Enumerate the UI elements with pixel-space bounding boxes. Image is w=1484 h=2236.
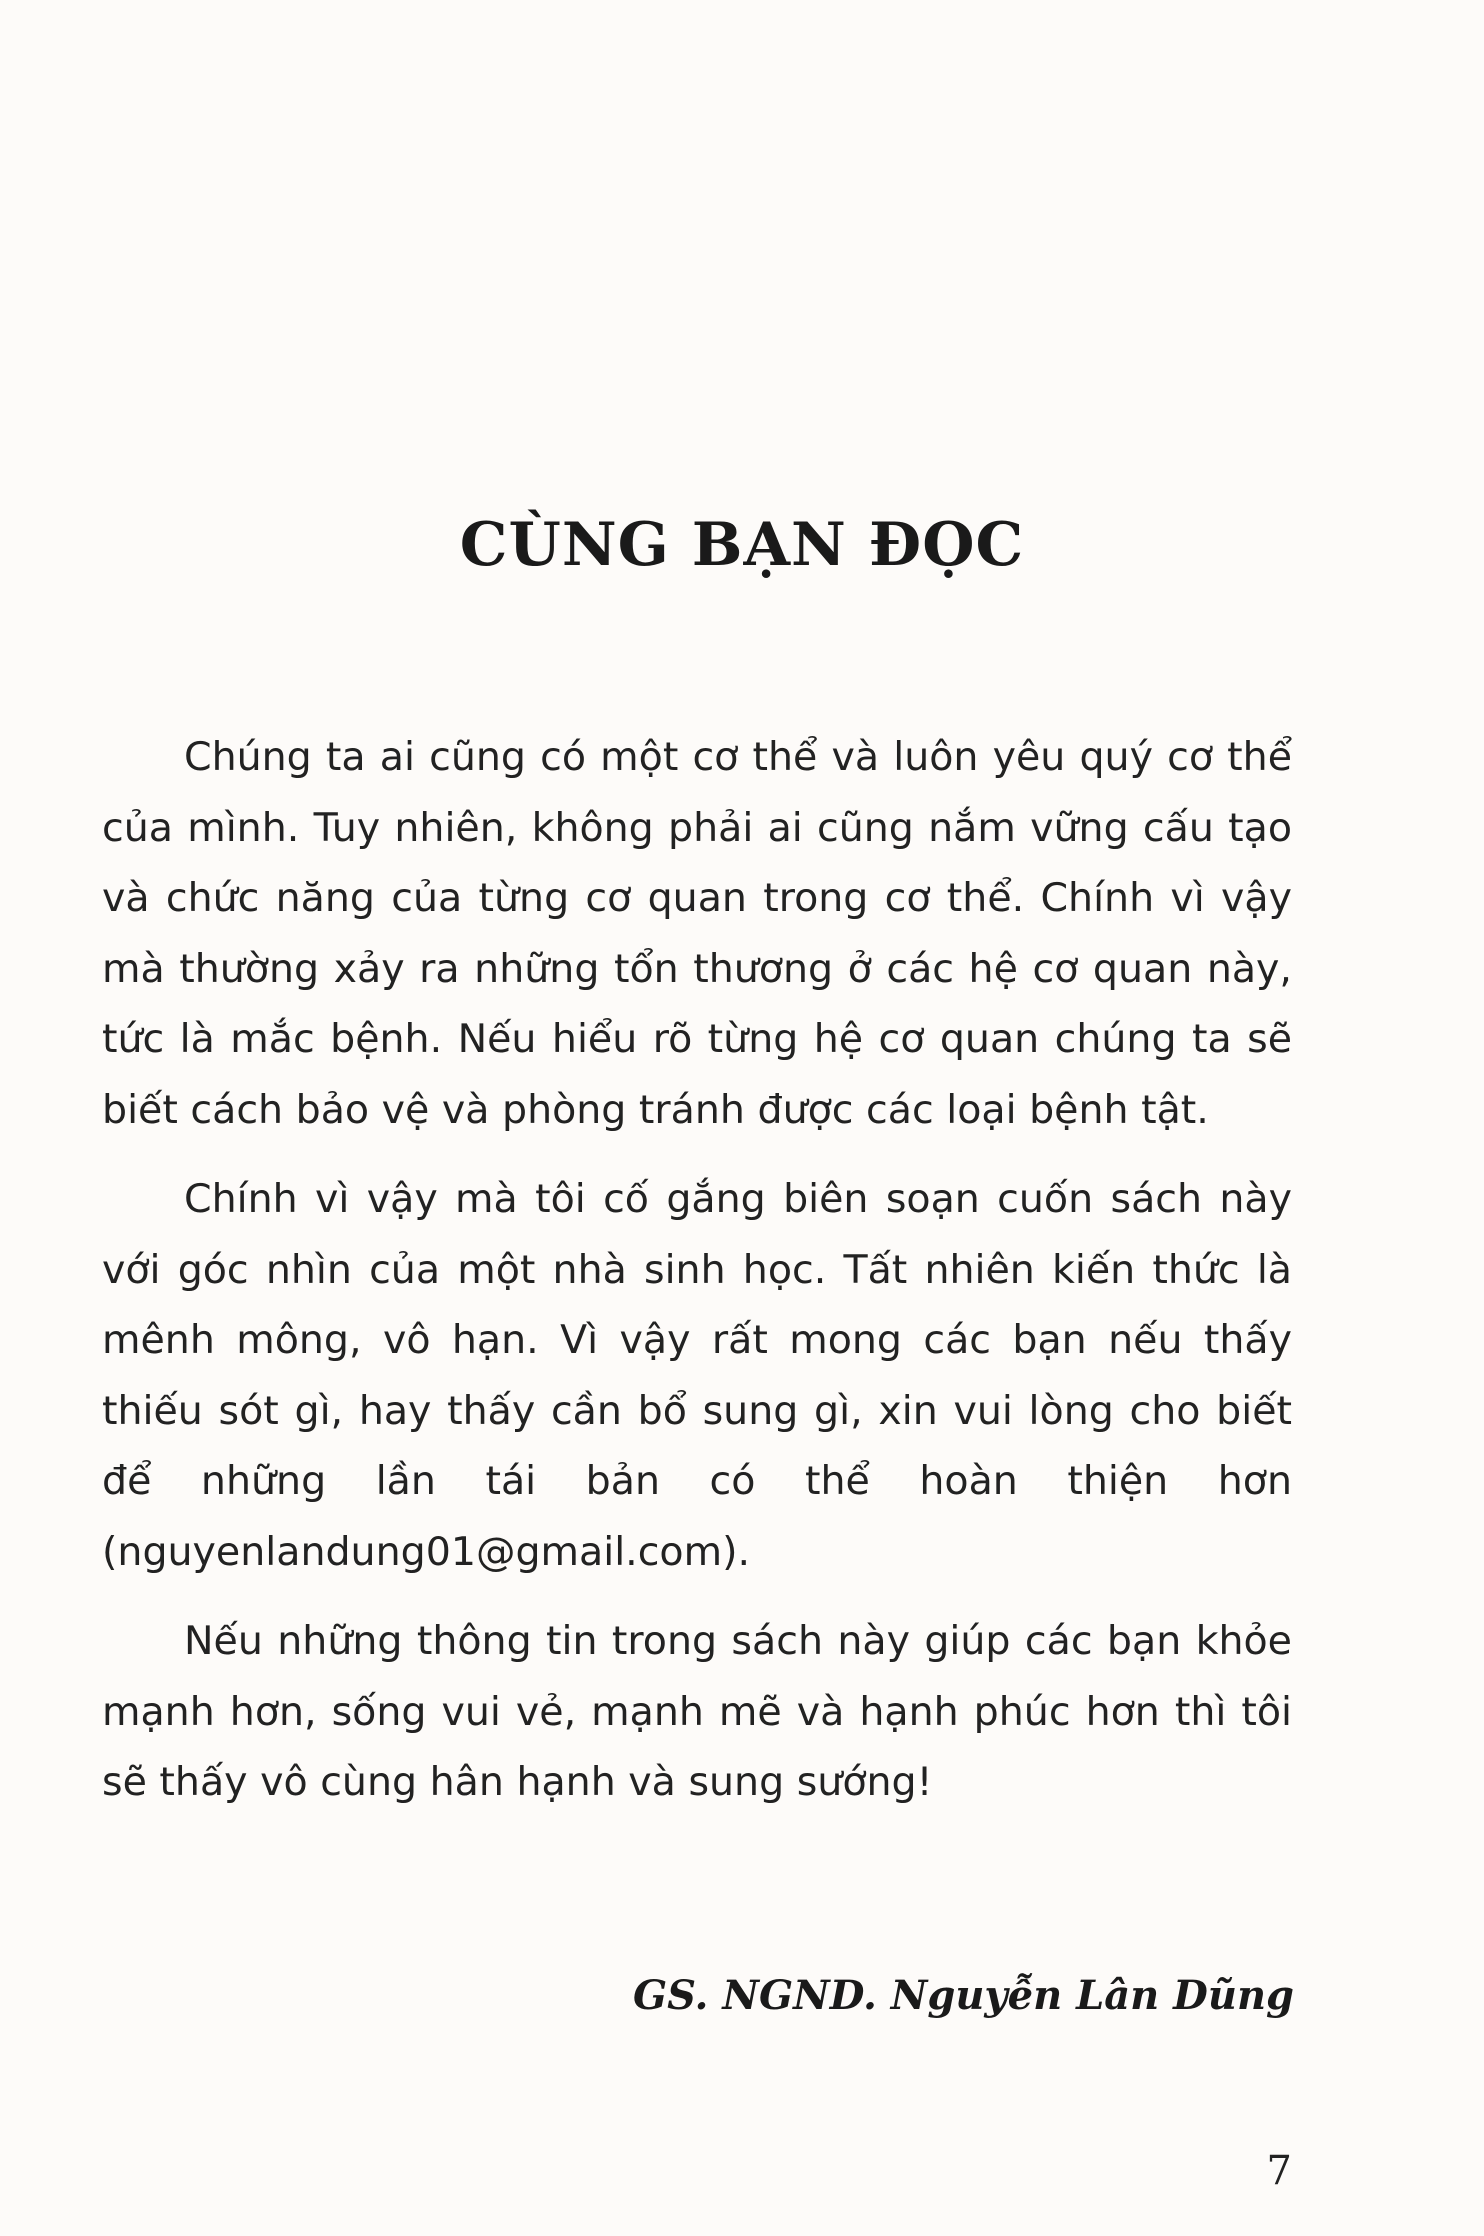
page-title: CÙNG BẠN ĐỌC bbox=[459, 510, 1025, 581]
paragraph-2: Chính vì vậy mà tôi cố gắng biên soạn cuốn sách này với góc nhìn của một nhà sinh học. Tất nhiên kiến thức là mênh mông, vô hạn. Vì vậy rất mong các bạn nếu thấy thiếu sót gì, hay thấy cần bổ sung gì, xin vui lòng cho biết để những lần tái bản có thể hoàn thiện hơn (nguyenlandung01@gmail.com). bbox=[102, 1176, 1292, 1575]
paragraph-3: Nếu những thông tin trong sách này giúp các bạn khỏe mạnh hơn, sống vui vẻ, mạnh mẽ và hạnh phúc hơn thì tôi sẽ thấy vô cùng hân hạnh và sung sướng! bbox=[102, 1618, 1292, 1805]
paragraph-1: Chúng ta ai cũng có một cơ thể và luôn yêu quý cơ thể của mình. Tuy nhiên, không phải ai cũng nắm vững cấu tạo và chức năng của từng cơ quan trong cơ thể. Chính vì vậy mà thường xảy ra những tổn thương ở các hệ cơ quan này, tức là mắc bệnh. Nếu hiểu rõ từng hệ cơ quan chúng ta sẽ biết cách bảo vệ và phòng tránh được các loại bệnh tật. bbox=[102, 734, 1292, 1133]
page-number: 7 bbox=[1266, 2148, 1292, 2194]
author-signature: GS. NGND. Nguyễn Lân Dũng bbox=[632, 1972, 1294, 2019]
foreword-body bbox=[102, 722, 1292, 1837]
